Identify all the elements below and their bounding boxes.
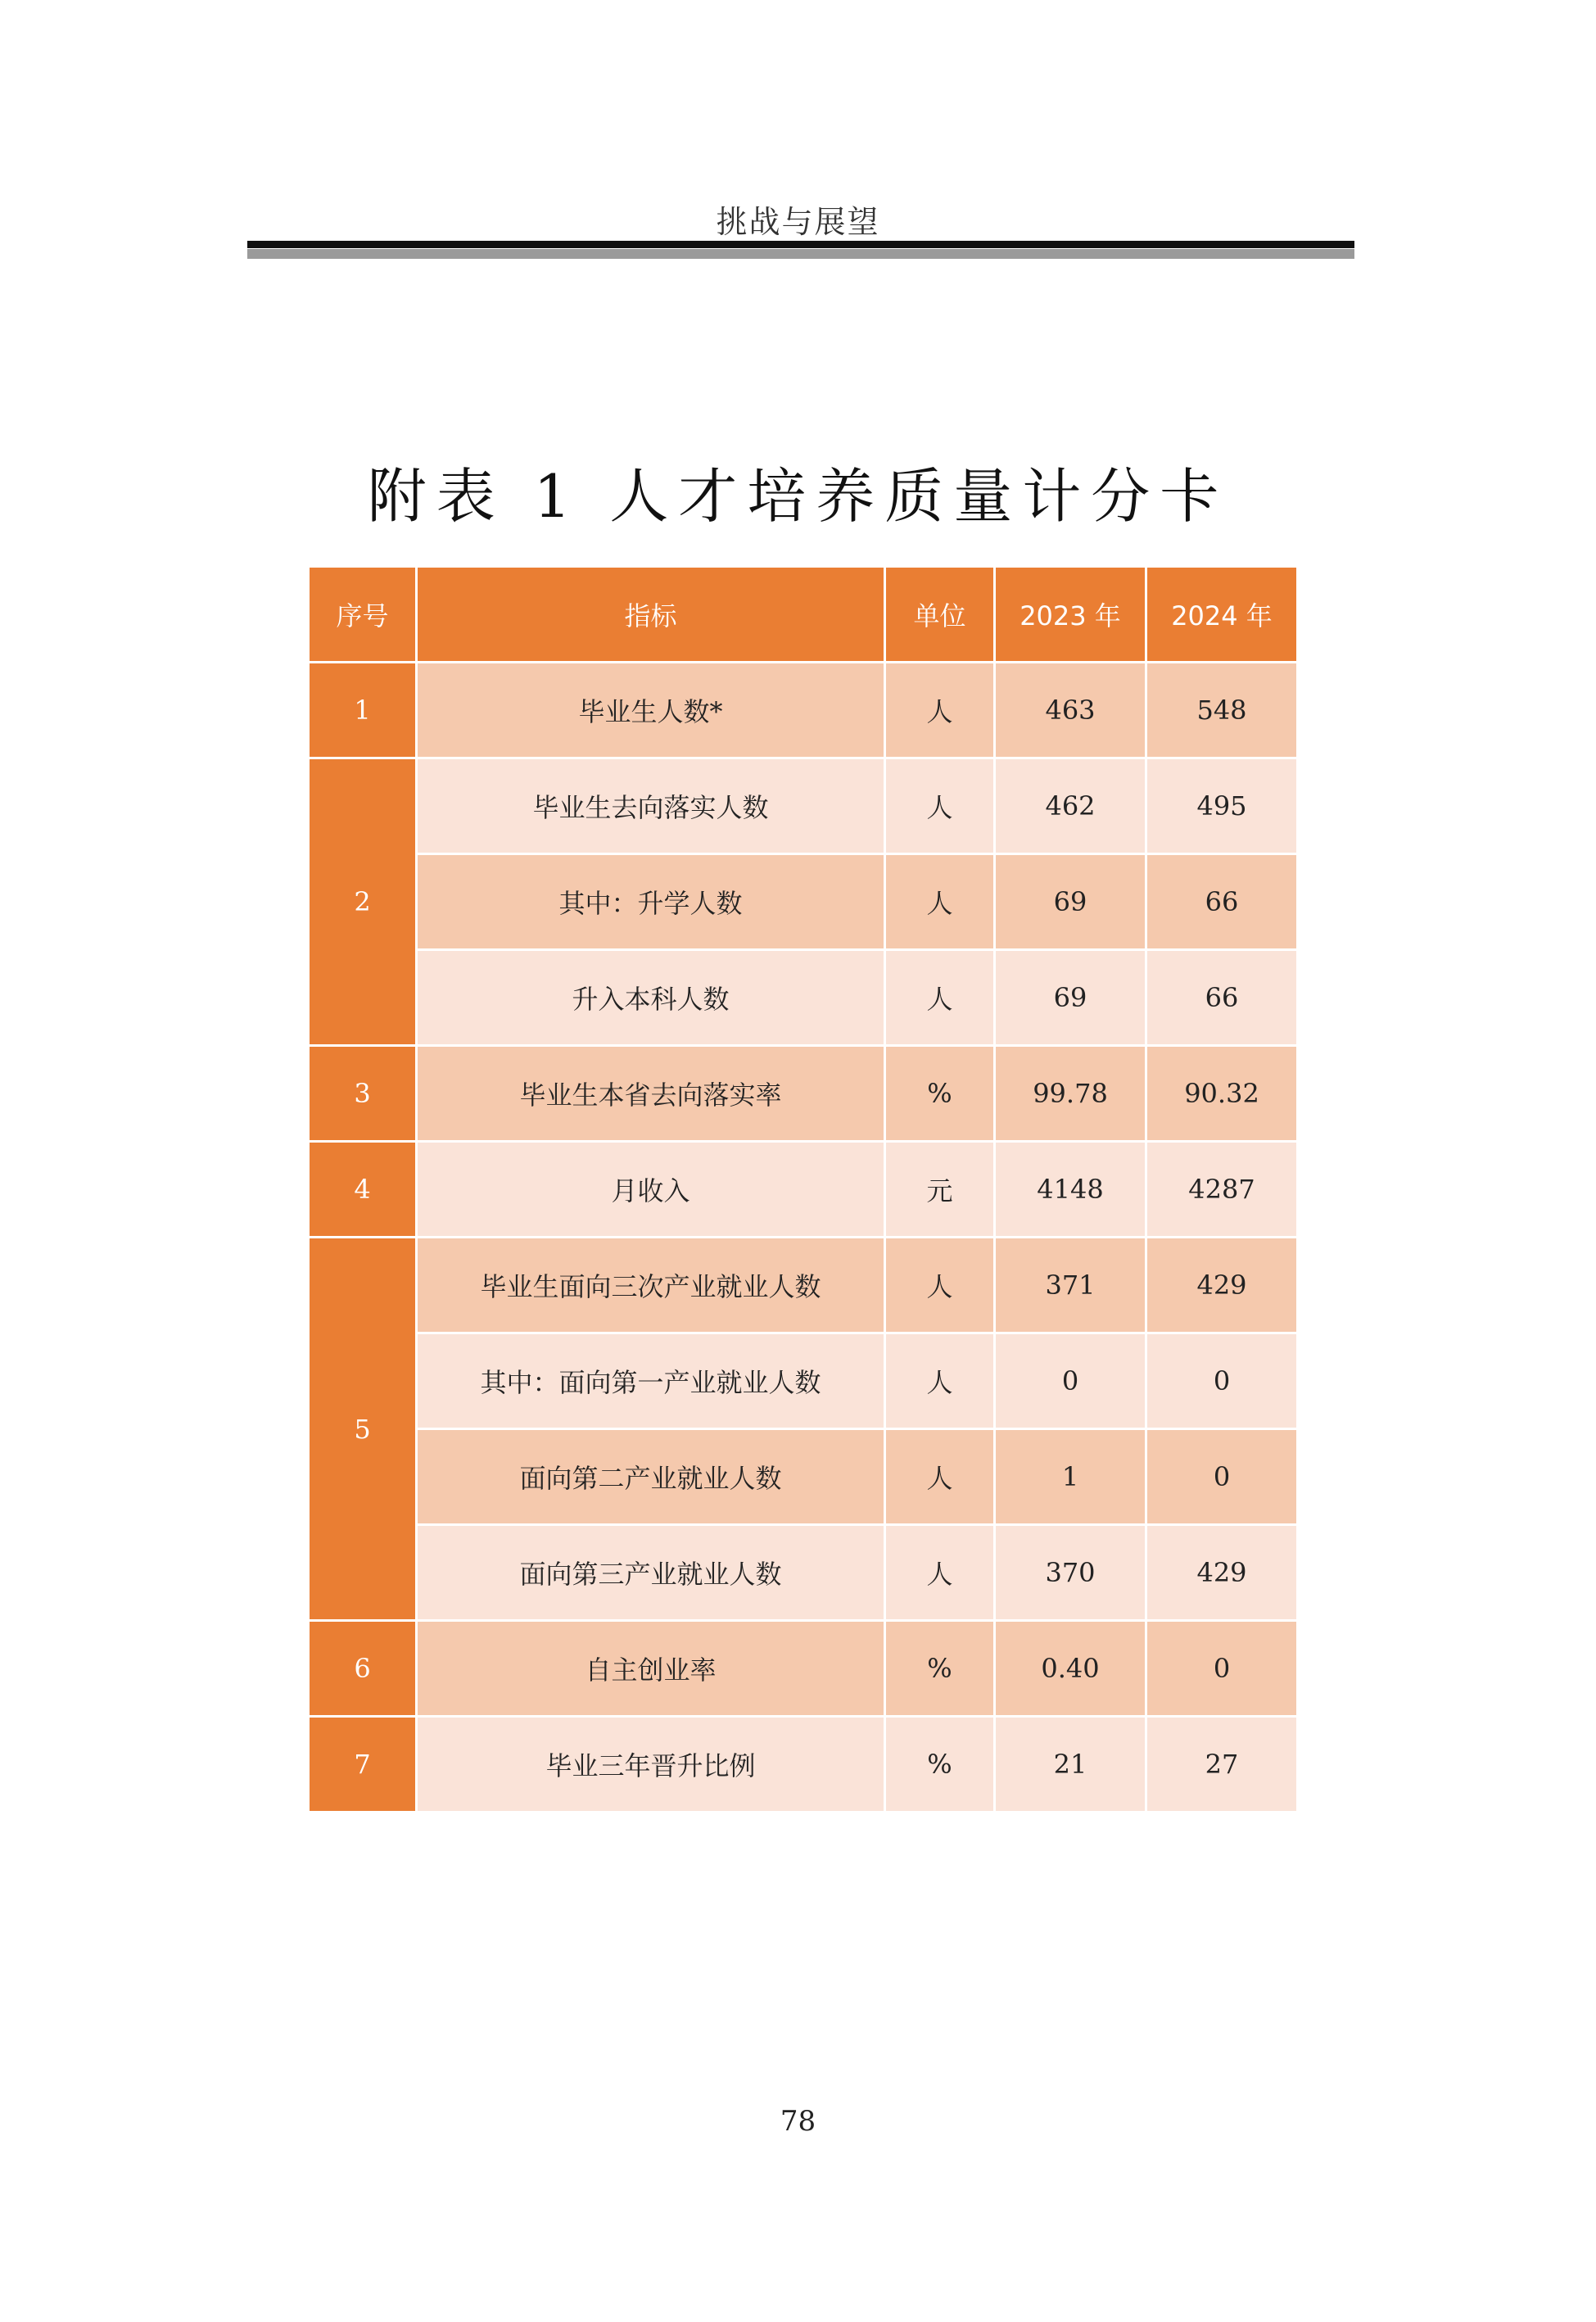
row-value-2023: 0 xyxy=(995,1333,1146,1429)
header-2024: 2024 年 xyxy=(1146,567,1298,663)
row-seq: 4 xyxy=(309,1142,417,1238)
row-value-2024: 0 xyxy=(1146,1621,1298,1717)
row-unit: 人 xyxy=(885,1525,995,1621)
row-value-2024: 66 xyxy=(1146,950,1298,1046)
header-rule-shadow xyxy=(247,249,1354,259)
row-value-2024: 548 xyxy=(1146,663,1298,758)
row-indicator: 面向第三产业就业人数 xyxy=(417,1525,885,1621)
row-indicator: 毕业三年晋升比例 xyxy=(417,1717,885,1813)
row-value-2024: 495 xyxy=(1146,758,1298,854)
row-value-2023: 462 xyxy=(995,758,1146,854)
row-unit: 人 xyxy=(885,758,995,854)
row-value-2023: 1 xyxy=(995,1429,1146,1525)
table-row xyxy=(309,1142,1298,1238)
row-value-2023: 370 xyxy=(995,1525,1146,1621)
table-row xyxy=(309,758,1298,854)
row-seq: 2 xyxy=(309,758,417,1046)
row-unit: 人 xyxy=(885,1238,995,1333)
table-row xyxy=(309,663,1298,758)
row-unit: 人 xyxy=(885,1429,995,1525)
row-value-2023: 69 xyxy=(995,950,1146,1046)
row-value-2023: 371 xyxy=(995,1238,1146,1333)
row-value-2024: 27 xyxy=(1146,1717,1298,1813)
row-value-2023: 4148 xyxy=(995,1142,1146,1238)
row-unit: 元 xyxy=(885,1142,995,1238)
table-row xyxy=(309,1717,1298,1813)
row-indicator: 其中：升学人数 xyxy=(417,854,885,950)
header-rule-dark xyxy=(247,241,1354,248)
table-row xyxy=(309,1046,1298,1142)
row-indicator: 其中：面向第一产业就业人数 xyxy=(417,1333,885,1429)
row-indicator: 面向第二产业就业人数 xyxy=(417,1429,885,1525)
row-indicator: 毕业生面向三次产业就业人数 xyxy=(417,1238,885,1333)
row-value-2024: 429 xyxy=(1146,1525,1298,1621)
row-seq: 7 xyxy=(309,1717,417,1813)
table-row xyxy=(309,1238,1298,1333)
table-row xyxy=(309,1429,1298,1525)
page-number: 78 xyxy=(780,2105,816,2138)
row-value-2023: 69 xyxy=(995,854,1146,950)
table-row xyxy=(309,1621,1298,1717)
row-value-2024: 90.32 xyxy=(1146,1046,1298,1142)
row-indicator: 毕业生本省去向落实率 xyxy=(417,1046,885,1142)
row-unit: % xyxy=(885,1717,995,1813)
row-value-2024: 4287 xyxy=(1146,1142,1298,1238)
row-unit: 人 xyxy=(885,854,995,950)
row-value-2023: 463 xyxy=(995,663,1146,758)
row-indicator: 月收入 xyxy=(417,1142,885,1238)
row-indicator: 毕业生去向落实人数 xyxy=(417,758,885,854)
header-2023: 2023 年 xyxy=(995,567,1146,663)
table-row xyxy=(309,1333,1298,1429)
row-value-2024: 0 xyxy=(1146,1429,1298,1525)
row-unit: % xyxy=(885,1621,995,1717)
row-unit: % xyxy=(885,1046,995,1142)
table-row xyxy=(309,1525,1298,1621)
header-unit: 单位 xyxy=(885,567,995,663)
talent-quality-scorecard-table xyxy=(307,565,1299,1813)
running-header: 挑战与展望 xyxy=(716,204,880,240)
row-indicator: 升入本科人数 xyxy=(417,950,885,1046)
header-indicator: 指标 xyxy=(417,567,885,663)
row-unit: 人 xyxy=(885,1333,995,1429)
row-value-2023: 21 xyxy=(995,1717,1146,1813)
table-row xyxy=(309,854,1298,950)
row-seq: 3 xyxy=(309,1046,417,1142)
row-value-2024: 0 xyxy=(1146,1333,1298,1429)
row-indicator: 自主创业率 xyxy=(417,1621,885,1717)
row-value-2024: 66 xyxy=(1146,854,1298,950)
table-title: 附表 1 人才培养质量计分卡 xyxy=(367,462,1229,531)
row-value-2023: 0.40 xyxy=(995,1621,1146,1717)
row-unit: 人 xyxy=(885,663,995,758)
row-value-2023: 99.78 xyxy=(995,1046,1146,1142)
table-row xyxy=(309,950,1298,1046)
header-seq: 序号 xyxy=(309,567,417,663)
row-seq: 5 xyxy=(309,1238,417,1621)
row-indicator: 毕业生人数* xyxy=(417,663,885,758)
row-unit: 人 xyxy=(885,950,995,1046)
table-header-row xyxy=(309,567,1298,663)
row-seq: 6 xyxy=(309,1621,417,1717)
row-seq: 1 xyxy=(309,663,417,758)
row-value-2024: 429 xyxy=(1146,1238,1298,1333)
